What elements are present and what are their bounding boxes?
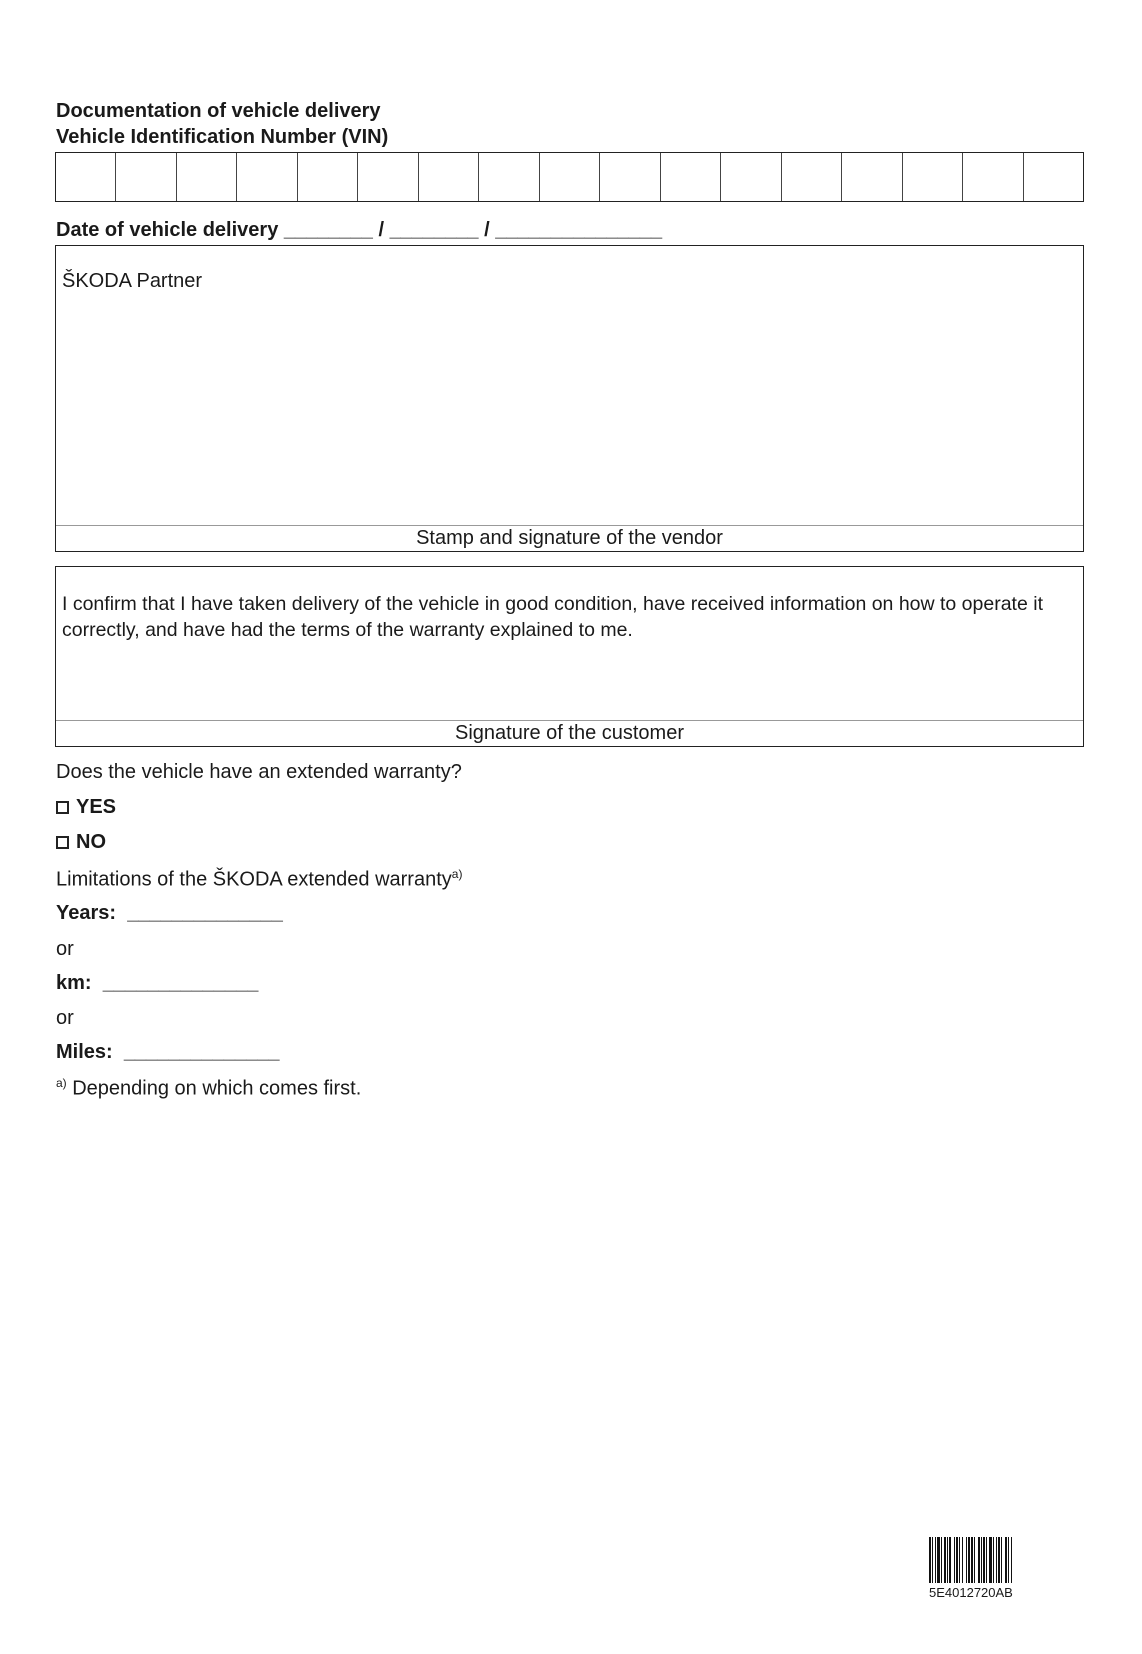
vin-cell[interactable] bbox=[661, 153, 721, 201]
delivery-date-label: Date of vehicle delivery bbox=[56, 219, 279, 241]
miles-label: Miles: bbox=[56, 1041, 113, 1063]
km-field[interactable]: ______________ bbox=[102, 972, 259, 994]
barcode-bar bbox=[937, 1537, 940, 1583]
barcode-bar bbox=[962, 1537, 963, 1583]
years-field[interactable]: ______________ bbox=[127, 902, 283, 924]
vin-cell[interactable] bbox=[1024, 153, 1083, 201]
barcode-bar bbox=[949, 1537, 951, 1583]
barcode-bar bbox=[974, 1537, 975, 1583]
barcode-bar bbox=[944, 1537, 946, 1583]
barcode-bar bbox=[935, 1537, 936, 1583]
barcode-bar bbox=[929, 1537, 931, 1583]
vin-cell[interactable] bbox=[116, 153, 176, 201]
yes-label: YES bbox=[76, 796, 117, 818]
barcode-bar bbox=[959, 1537, 960, 1583]
barcode-bar bbox=[1011, 1537, 1012, 1583]
delivery-date-row bbox=[56, 219, 662, 242]
vin-cell[interactable] bbox=[177, 153, 237, 201]
years-row bbox=[56, 902, 283, 925]
vin-label: Vehicle Identification Number (VIN) bbox=[56, 126, 389, 148]
barcode-bar bbox=[1001, 1537, 1002, 1583]
barcode-bar bbox=[978, 1537, 980, 1583]
vin-cell[interactable] bbox=[721, 153, 781, 201]
vin-cell[interactable] bbox=[903, 153, 963, 201]
vin-cell[interactable] bbox=[479, 153, 539, 201]
barcode-bar bbox=[966, 1537, 967, 1583]
barcode-number: 5E4012720AB bbox=[929, 1585, 1013, 1600]
barcode-bar bbox=[1005, 1537, 1007, 1583]
vin-cell[interactable] bbox=[782, 153, 842, 201]
vin-cell[interactable] bbox=[419, 153, 479, 201]
miles-field[interactable]: ______________ bbox=[123, 1041, 280, 1063]
footnote-marker: a) bbox=[56, 1076, 67, 1090]
barcode-bar bbox=[996, 1537, 997, 1583]
barcode-bar bbox=[989, 1537, 992, 1583]
footnote-text: Depending on which comes first. bbox=[72, 1077, 362, 1100]
vin-cell[interactable] bbox=[56, 153, 116, 201]
warranty-no-option[interactable] bbox=[56, 831, 106, 854]
date-separator: / bbox=[484, 219, 490, 241]
divider bbox=[56, 525, 1083, 526]
customer-confirmation-box[interactable] bbox=[55, 566, 1084, 747]
km-label: km: bbox=[56, 972, 92, 994]
vin-cell[interactable] bbox=[298, 153, 358, 201]
footnote-marker: a) bbox=[451, 867, 463, 881]
barcode-bar bbox=[983, 1537, 985, 1583]
skoda-partner-label: ŠKODA Partner bbox=[62, 270, 203, 292]
vin-cell[interactable] bbox=[540, 153, 600, 201]
document-title: Documentation of vehicle delivery bbox=[56, 100, 381, 122]
barcode-bar bbox=[932, 1537, 933, 1583]
km-row bbox=[56, 972, 258, 995]
delivery-confirmation-text: I confirm that I have taken delivery of the vehicle in good condition, have received information on how to operate it correctly, and have had the terms of the warranty explained to me. bbox=[62, 593, 1043, 641]
limitations-text: Limitations of the ŠKODA extended warranty bbox=[56, 868, 452, 891]
barcode bbox=[929, 1537, 1085, 1583]
vendor-signature-caption: Stamp and signature of the vendor bbox=[416, 527, 723, 549]
barcode-bar bbox=[941, 1537, 942, 1583]
yes-checkbox[interactable] bbox=[56, 801, 69, 814]
delivery-month-field[interactable]: ________ bbox=[389, 219, 479, 241]
barcode-bar bbox=[971, 1537, 973, 1583]
vin-input-grid bbox=[55, 152, 1084, 202]
vin-cell[interactable] bbox=[963, 153, 1023, 201]
or-text: or bbox=[56, 1007, 74, 1029]
barcode-bar bbox=[947, 1537, 948, 1583]
years-label: Years: bbox=[56, 902, 117, 924]
vin-cell[interactable] bbox=[600, 153, 660, 201]
warranty-yes-option[interactable] bbox=[56, 796, 116, 819]
vin-cell[interactable] bbox=[237, 153, 297, 201]
barcode-bar bbox=[986, 1537, 987, 1583]
extended-warranty-question: Does the vehicle have an extended warranty? bbox=[56, 761, 462, 783]
footnote bbox=[56, 1076, 361, 1101]
delivery-day-field[interactable]: ________ bbox=[283, 219, 373, 241]
barcode-bar bbox=[998, 1537, 1000, 1583]
vin-cell[interactable] bbox=[842, 153, 902, 201]
or-text: or bbox=[56, 938, 74, 960]
miles-row bbox=[56, 1041, 280, 1064]
barcode-bar bbox=[981, 1537, 982, 1583]
no-checkbox[interactable] bbox=[56, 836, 69, 849]
barcode-bar bbox=[993, 1537, 994, 1583]
customer-signature-caption: Signature of the customer bbox=[454, 722, 684, 744]
barcode-bar bbox=[954, 1537, 955, 1583]
divider bbox=[56, 720, 1083, 721]
vendor-stamp-box[interactable] bbox=[55, 245, 1084, 552]
warranty-limitations-heading bbox=[56, 867, 462, 892]
delivery-year-field[interactable]: _______________ bbox=[495, 219, 663, 241]
barcode-bar bbox=[956, 1537, 958, 1583]
barcode-bar bbox=[968, 1537, 970, 1583]
date-separator: / bbox=[378, 219, 384, 241]
barcode-bar bbox=[1008, 1537, 1009, 1583]
no-label: NO bbox=[76, 831, 106, 853]
vin-cell[interactable] bbox=[358, 153, 418, 201]
